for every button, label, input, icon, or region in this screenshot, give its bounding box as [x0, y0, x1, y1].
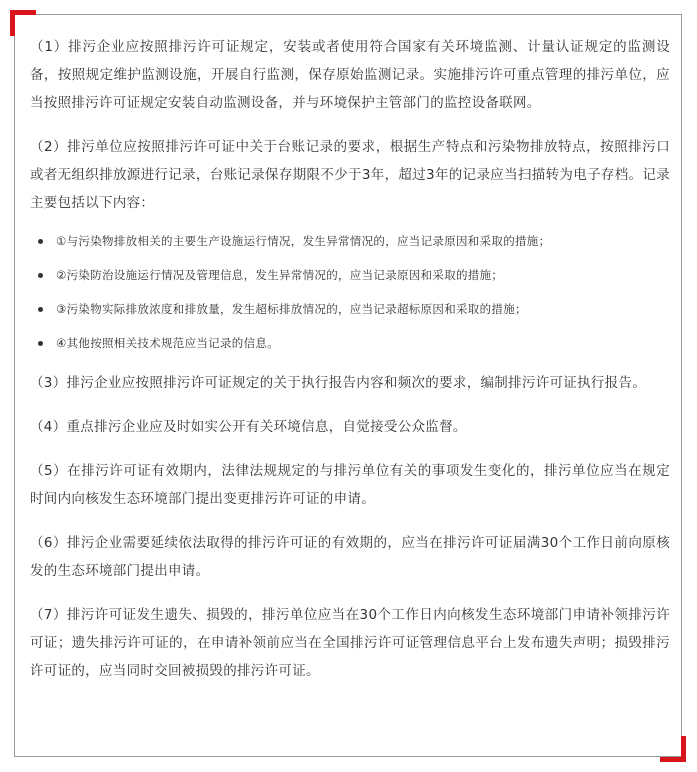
list-item-text: ②污染防治设施运行情况及管理信息，发生异常情况的，应当记录原因和采取的措施； — [56, 268, 504, 282]
list-item — [30, 233, 670, 249]
bullet-dot-icon — [38, 273, 43, 278]
list-item-text: ③污染物实际排放浓度和排放量，发生超标排放情况的，应当记录超标原因和采取的措施； — [56, 302, 527, 316]
paragraph-7: （7）排污许可证发生遗失、损毁的，排污单位应当在30个工作日内向核发生态环境部门申请补领排污许可证；遗失排污许可证的，在申请补领前应当在全国排污许可证管理信息平台上发布遗失声明；损毁排污许可证的，应当同时交回被损毁的排污许可证。 — [30, 607, 670, 679]
paragraph-4: （4）重点排污企业应及时如实公开有关环境信息，自觉接受公众监督。 — [30, 419, 467, 435]
list-item — [30, 301, 670, 317]
paragraph-2: （2）排污单位应按照排污许可证中关于台账记录的要求，根据生产特点和污染物排放特点，按照排污口或者无组织排放源进行记录，台账记录保存期限不少于3年，超过3年的记录应当扫描转为电子存档。记录主要包括以下内容： — [30, 139, 670, 211]
list-item-text: ①与污染物排放相关的主要生产设施运行情况，发生异常情况的，应当记录原因和采取的措施； — [56, 234, 551, 248]
list-item — [30, 335, 670, 351]
record-content-list — [30, 233, 670, 351]
paragraph-3: （3）排污企业应按照排污许可证规定的关于执行报告内容和频次的要求，编制排污许可证执行报告。 — [30, 375, 647, 391]
paragraph-1: （1）排污企业应按照排污许可证规定，安装或者使用符合国家有关环境监测、计量认证规定的监测设备，按照规定维护监测设施，开展自行监测，保存原始监测记录。实施排污许可重点管理的排污单位，应当按照排污许可证规定安装自动监测设备，并与环境保护主管部门的监控设备联网。 — [30, 39, 670, 111]
bullet-dot-icon — [38, 239, 43, 244]
bullet-dot-icon — [38, 307, 43, 312]
bullet-dot-icon — [38, 341, 43, 346]
article-body — [30, 33, 670, 701]
paragraph-6: （6）排污企业需要延续依法取得的排污许可证的有效期的，应当在排污许可证届满30个工作日前向原核发的生态环境部门提出申请。 — [30, 535, 670, 579]
paragraph-5: （5）在排污许可证有效期内，法律法规规定的与排污单位有关的事项发生变化的，排污单位应当在规定时间内向核发生态环境部门提出变更排污许可证的申请。 — [30, 463, 670, 507]
list-item-text: ④其他按照相关技术规范应当记录的信息。 — [56, 336, 280, 350]
list-item — [30, 267, 670, 283]
corner-accent-top-left-vertical — [10, 10, 15, 36]
corner-accent-bottom-right-vertical — [681, 736, 686, 762]
